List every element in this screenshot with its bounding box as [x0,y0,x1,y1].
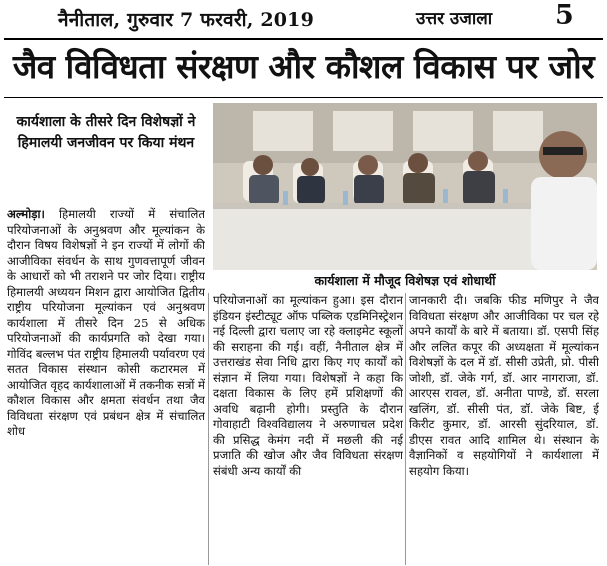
article-headline: जैव विविधता संरक्षण और कौशल विकास पर जोर [12,47,595,86]
dateline: नैनीताल, गुरुवार 7 फरवरी, 2019 [58,9,315,31]
column-1-text: हिमालयी राज्यों में संचालित परियोजनाओं के अनुश्रवण और मूल्यांकन के दौरान विषय विशेषज्ञों ने इन राज्यों में लोगों की आजीविका संवर्धन के साथ गुणवत्तापूर्ण जीवन के आधारों को भी तराशने पर जोर दिया। राष्ट्रीय हिमालयी अध्ययन मिशन द्वारा आयोजित द्वितीय राष्ट्रीय परियोजना मूल्यांकन एवं अनुश्रवण कार्यशाला में तीसरे दिन 25 से अधिक परियोजनाओं की कार्यप्रगति को देखा गया। गोविंद बल्लभ पंत राष्ट्रीय हिमालयी पर्यावरण एवं सतत विकास संस्थान कोसी कटारमल में आयोजित वृहद कार्यशालाओं में तकनीक सत्रों में कौशल विकास और क्षमता संवर्धन तथा जैव विविधता संरक्षण एवं प्रबंधन क्षेत्र में संचालित शोध [7,207,205,438]
masthead [0,0,607,38]
headline-rule [4,97,603,98]
article-dateline: अल्मोड़ा। [7,207,45,221]
article-column-3 [409,293,599,565]
article-column-1 [7,207,205,565]
photo-illustration [213,103,597,270]
column-divider [208,293,209,565]
paper-name: उत्तर उजाला [416,9,493,29]
workshop-photo [213,103,597,270]
page-number: 5 [555,0,574,31]
column-divider [405,293,406,565]
article-column-2 [213,293,403,565]
column-2-text: परियोजनाओं का मूल्यांकन हुआ। इस दौरान इंडियन इंस्टीट्यूट ऑफ पब्लिक एडमिनिस्ट्रेशन नई दिल्ली द्वारा चलाए जा रहे क्लाइमेट स्कूलों की सराहना की गई। वहीं, नैनीताल क्षेत्र में उत्तराखंड सेवा निधि द्वारा किए गए कार्यों को संज्ञान में लिया गया। विशेषज्ञों ने कहा कि दक्षता विकास के लिए हमें प्रशिक्षणों की अवधि बढ़ानी होगी। प्रस्तुति के दौरान गोवाहाटी विश्वविद्यालय ने अरुणाचल प्रदेश की प्रसिद्ध केमंग नदी में मछली की नई प्रजाति की खोज और जैव विविधता संरक्षण संबंधी अन्य कार्यों की [213,293,403,478]
photo-caption: कार्यशाला में मौजूद विशेषज्ञ एवं शोधार्थी [314,273,496,288]
column-3-text: जानकारी दी। जबकि फीड मणिपुर ने जैव विविधता संरक्षण और आजीविका पर चल रहे अपने कार्यों के बारे में बताया। डॉ. एसपी सिंह और ललित कपूर की अध्यक्षता में मूल्यांकन विशेषज्ञों के दल में डॉ. सीसी उप्रेती, प्रो. पीसी जोशी, डॉ. जेके गर्ग, डॉ. आर नागराजा, डॉ. आरएस रावल, डॉ. अनीता पाण्डे, डॉ. सरला खलिंग, डॉ. सीसी पंत, डॉ. जेके बिष्ट, ई किरीट कुमार, डॉ. आरसी सुंदरियाल, डॉ. डीएस रावत आदि शामिल थे। संस्थान के वैज्ञानिकों व सहयोगियों ने कार्यशाला में सहयोग किया। [409,293,599,478]
top-rule [4,38,603,40]
article-subhead: कार्यशाला के तीसरे दिन विशेषज्ञों ने हिमालयी जनजीवन पर किया मंथन [16,114,196,151]
